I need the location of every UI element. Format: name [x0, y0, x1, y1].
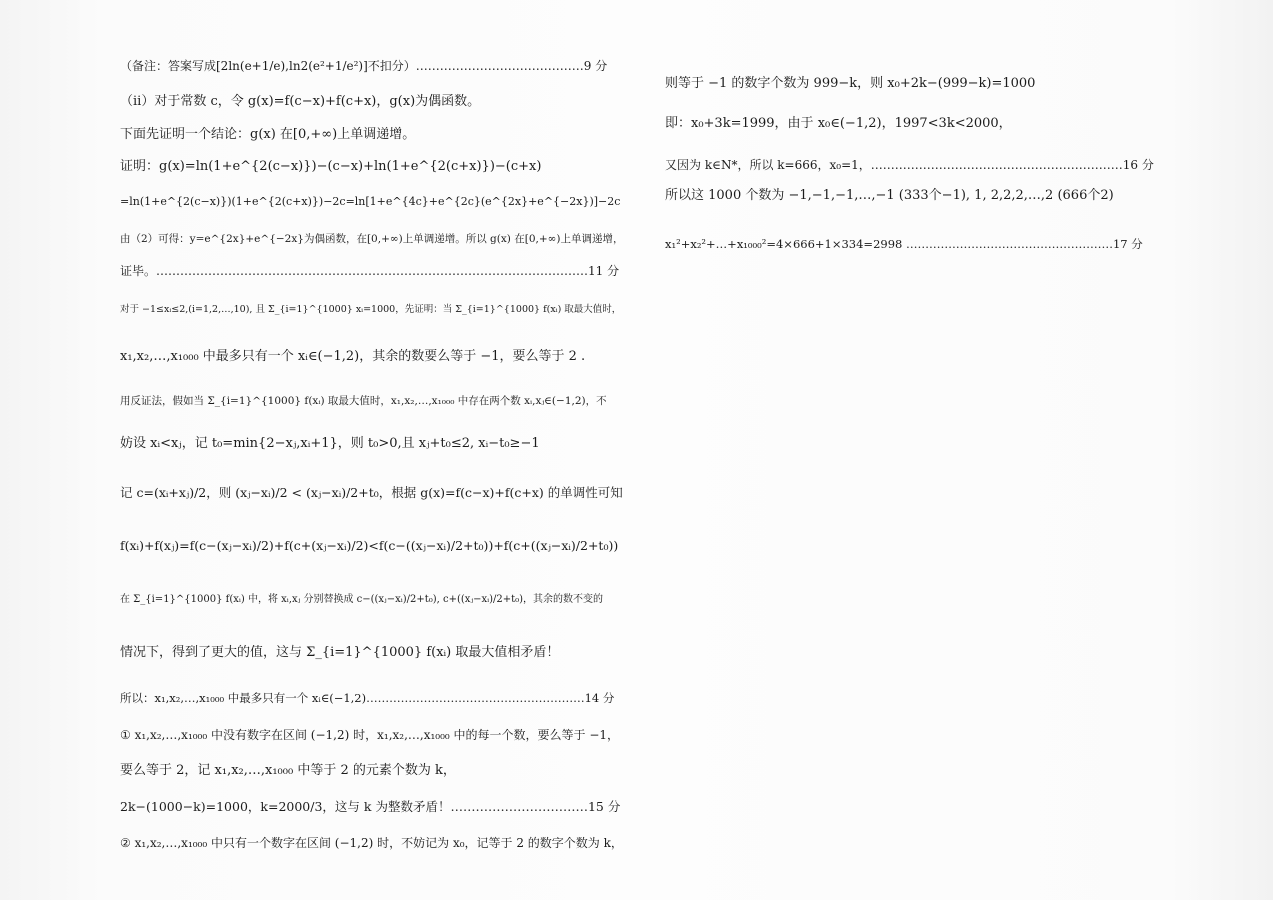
part-ii-line: （ii）对于常数 c，令 g(x)=f(c−x)+f(c+x)，g(x)为偶函数。 [120, 94, 481, 109]
case-1-line-1: ① x₁,x₂,…,x₁₀₀₀ 中没有数字在区间 (−1,2) 时，x₁,x₂,…,x₁₀₀₀ 中的每一个数，要么等于 −1， [120, 728, 620, 742]
proof-line-3: 由（2）可得：y=e^{2x}+e^{−2x}为偶函数，在[0,+∞)上单调递增。所以 g(x) 在[0,+∞)上单调递增， [120, 233, 624, 245]
final-sum-line: x₁²+x₂²+…+x₁₀₀₀²=4×666+1×334=2998 ………………………………………………17 分 [665, 237, 1143, 251]
result-line: 所以：x₁,x₂,…,x₁₀₀₀ 中最多只有一个 xᵢ∈(−1,2)…………………………………………………14 分 [120, 691, 615, 705]
replacement-line: 在 Σ_{i=1}^{1000} f(xᵢ) 中，将 xᵢ,xⱼ 分别替换成 c−((xⱼ−xᵢ)/2+t₀), c+((xⱼ−xᵢ)/2+t₀)，其余的数不变的 [120, 594, 604, 605]
claim-line-2: x₁,x₂,…,x₁₀₀₀ 中最多只有一个 xᵢ∈(−1,2)，其余的数要么等于 −1，要么等于 2 . [120, 349, 586, 364]
claim-line-1: 对于 −1≤xᵢ≤2,(i=1,2,…,10), 且 Σ_{i=1}^{1000} xᵢ=1000，先证明：当 Σ_{i=1}^{1000} f(xᵢ) 取最大值时， [120, 304, 622, 315]
case-2-line-2: 则等于 −1 的数字个数为 999−k，则 x₀+2k−(999−k)=1000 [665, 76, 1036, 91]
note-line: （备注：答案写成[2ln(e+1/e),ln2(e²+1/e²)]不扣分）……………………………………9 分 [120, 59, 608, 73]
contradiction-line-2: 妨设 xᵢ<xⱼ，记 t₀=min{2−xⱼ,xᵢ+1}，则 t₀>0,且 xⱼ+t₀≤2, xᵢ−t₀≥−1 [120, 436, 540, 451]
case-1-line-2: 要么等于 2，记 x₁,x₂,…,x₁₀₀₀ 中等于 2 的元素个数为 k， [120, 763, 456, 778]
proof-line-1: 证明：g(x)=ln(1+e^{2(c−x)})−(c−x)+ln(1+e^{2(c+x)})−(c+x) [120, 159, 542, 174]
case-2-line-3: 即：x₀+3k=1999，由于 x₀∈(−1,2)，1997<3k<2000， [665, 116, 1012, 131]
contradiction-line-1: 用反证法，假如当 Σ_{i=1}^{1000} f(xᵢ) 取最大值时，x₁,x₂,…,x₁₀₀₀ 中存在两个数 xᵢ,xⱼ∈(−1,2)，不 [120, 395, 607, 407]
conclusion-line: 情况下，得到了更大的值，这与 Σ_{i=1}^{1000} f(xᵢ) 取最大值相矛盾！ [120, 645, 560, 660]
proof-end-line: 证毕。………………………………………………………………………………………………11 分 [120, 264, 620, 278]
case-2-line-4: 又因为 k∈N*，所以 k=666，x₀=1，………………………………………………………16 分 [665, 158, 1154, 172]
inequality-line: f(xᵢ)+f(xⱼ)=f(c−(xⱼ−xᵢ)/2)+f(c+(xⱼ−xᵢ)/2)<f(c−((xⱼ−xᵢ)/2+t₀))+f(c+((xⱼ−xᵢ)/2+t₀)) [120, 538, 619, 553]
case-2-line-5: 所以这 1000 个数为 −1,−1,−1,…,−1 (333个−1), 1, 2,2,2,…,2 (666个2) [665, 188, 1114, 203]
case-2-line-1: ② x₁,x₂,…,x₁₀₀₀ 中只有一个数字在区间 (−1,2) 时，不妨记为 x₀，记等于 2 的数字个数为 k， [120, 836, 623, 850]
case-1-line-3: 2k−(1000−k)=1000，k=2000/3，这与 k 为整数矛盾！……………………………15 分 [120, 799, 621, 814]
lemma-line: 下面先证明一个结论：g(x) 在[0,+∞)上单调递增。 [120, 127, 416, 142]
contradiction-line-3: 记 c=(xᵢ+xⱼ)/2，则 (xⱼ−xᵢ)/2 < (xⱼ−xᵢ)/2+t₀，根据 g(x)=f(c−x)+f(c+x) 的单调性可知 [120, 485, 623, 500]
proof-line-2: =ln(1+e^{2(c−x)})(1+e^{2(c+x)})−2c=ln[1+e^{4c}+e^{2c}(e^{2x}+e^{−2x})]−2c [120, 195, 621, 208]
